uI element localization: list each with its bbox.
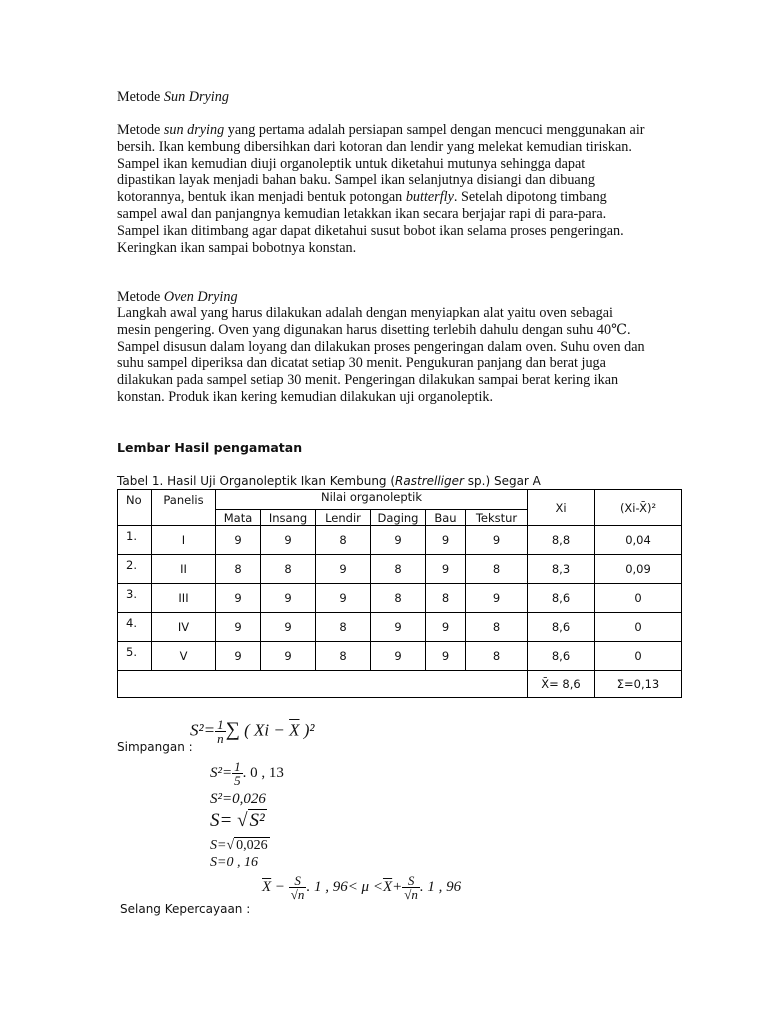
row-xi: 8,8 <box>528 526 595 555</box>
row-no: 3. <box>118 584 152 613</box>
results-heading: Lembar Hasil pengamatan <box>117 440 303 455</box>
organoleptic-table <box>117 489 682 698</box>
row-xi: 8,6 <box>528 584 595 613</box>
table-row <box>118 613 682 642</box>
row-value: 8 <box>466 642 528 671</box>
row-no: 2. <box>118 555 152 584</box>
row-value: 9 <box>216 613 261 642</box>
row-no: 1. <box>118 526 152 555</box>
row-panelis: I <box>152 526 216 555</box>
row-value: 8 <box>261 555 316 584</box>
sub-mata: Mata <box>216 510 261 526</box>
confidence-end: . 1 , 96 <box>419 878 462 895</box>
row-value: 9 <box>261 584 316 613</box>
row-panelis: IV <box>152 613 216 642</box>
row-value: 8 <box>316 613 371 642</box>
formula-variance-subst: S²= $\frac{1}{5}$ . 0 , 13 <box>210 759 284 788</box>
row-value: 9 <box>426 642 466 671</box>
row-value: 9 <box>261 642 316 671</box>
table-row <box>118 642 682 671</box>
formula-confidence: $\overline{X}$ − $\frac{S}{√n}$ . 1 , $96< \mu <\overline{X}+$ $\frac{S}{√n}$ . 1 , 96 <box>262 873 462 902</box>
row-xi: 8,6 <box>528 613 595 642</box>
selang-label: Selang Kepercayaan : <box>120 902 251 916</box>
row-xi: 8,3 <box>528 555 595 584</box>
row-value: 8 <box>426 584 466 613</box>
header-deviation: (Xi-X̄)² <box>595 490 682 526</box>
row-deviation: 0 <box>595 613 682 642</box>
row-value: 9 <box>316 555 371 584</box>
header-no: No <box>118 490 152 526</box>
row-value: 9 <box>216 642 261 671</box>
row-xi: 8,6 <box>528 642 595 671</box>
formula-sd-result: S=0 , 16 <box>210 855 258 870</box>
row-panelis: III <box>152 584 216 613</box>
sub-tekstur: Tekstur <box>466 510 528 526</box>
oven-drying-paragraph: Langkah awal yang harus dilakukan adalah dengan menyiapkan alat yaitu oven sebagai mesin pengering. Oven yang digunakan harus disetting terlebih dahulu dengan suhu 40℃. Sampel disusun dalam loyang dan dilakukan proses pengeringan dalam oven. Suhu oven dan suhu sampel diperiksa dan dicatat setiap 30 menit. Pengukuran panjang dan berat juga dilakukan pada sampel setiap 30 menit. Pengeringan dilakukan sampai berat kering ikan konstan. Produk ikan kering kemudian dilakukan uji organoleptik. <box>117 305 645 405</box>
formula-sqrt: S= √ S² <box>210 810 265 831</box>
header-nilai: Nilai organoleptik <box>216 490 528 510</box>
formula-variance: S²= $\frac{1}{n}$ ∑ ( $Xi - \overline{X}$ )² <box>190 717 315 746</box>
row-value: 9 <box>316 584 371 613</box>
sub-insang: Insang <box>261 510 316 526</box>
row-deviation: 0 <box>595 584 682 613</box>
sun-drying-heading: Metode Sun Drying <box>117 89 229 105</box>
table-row <box>118 526 682 555</box>
confidence-mid: . 1 , 96< μ < <box>306 878 383 895</box>
mean-cell: X̄= 8,6 <box>528 671 595 698</box>
summary-empty-cell <box>118 671 528 698</box>
row-value: 8 <box>466 613 528 642</box>
row-value: 8 <box>466 555 528 584</box>
row-deviation: 0 <box>595 642 682 671</box>
row-value: 9 <box>261 526 316 555</box>
row-value: 9 <box>371 642 426 671</box>
table-row <box>118 584 682 613</box>
header-row <box>118 490 682 510</box>
row-value: 9 <box>466 584 528 613</box>
row-value: 9 <box>426 555 466 584</box>
formula-variance-result: S²=0,026 <box>210 791 266 807</box>
row-value: 9 <box>216 584 261 613</box>
row-value: 9 <box>216 526 261 555</box>
table-caption: Tabel 1. Hasil Uji Organoleptik Ikan Kembung (Rastrelliger sp.) Segar A <box>117 474 541 488</box>
row-deviation: 0,09 <box>595 555 682 584</box>
sun-drying-paragraph: Metode sun drying yang pertama adalah persiapan sampel dengan mencuci menggunakan air bersih. Ikan kembung dibersihkan dari kotoran dan lendir yang melekat kemudian tiriskan. Sampel ikan kemudian diuji organoleptik untuk diketahui mutunya sehingga dapat dipastikan layak menjadi bahan baku. Sampel ikan selanjutnya disiangi dan dibuang kotorannya, bentuk ikan menjadi bentuk potongan butterfly. Setelah dipotong timbang sampel awal dan panjangnya kemudian letakkan ikan secara berjajar rapi di para-para. Sampel ikan ditimbang agar dapat diketahui susut bobot ikan selama proses pengeringan. Keringkan ikan sampai bobotnya konstan. <box>117 122 645 256</box>
row-value: 8 <box>316 642 371 671</box>
row-value: 9 <box>371 526 426 555</box>
row-value: 9 <box>466 526 528 555</box>
row-value: 9 <box>426 613 466 642</box>
row-deviation: 0,04 <box>595 526 682 555</box>
row-value: 9 <box>371 613 426 642</box>
variance-subst-value: . 0 , 13 <box>242 764 284 781</box>
row-value: 9 <box>261 613 316 642</box>
summary-row <box>118 671 682 698</box>
row-value: 8 <box>371 584 426 613</box>
header-panelis: Panelis <box>152 490 216 526</box>
table-row <box>118 555 682 584</box>
row-no: 5. <box>118 642 152 671</box>
row-value: 8 <box>316 526 371 555</box>
sqrt-value: 0,026 <box>236 838 268 853</box>
row-no: 4. <box>118 613 152 642</box>
row-value: 9 <box>426 526 466 555</box>
sub-lendir: Lendir <box>316 510 371 526</box>
sum-cell: Σ=0,13 <box>595 671 682 698</box>
row-value: 8 <box>216 555 261 584</box>
simpangan-label: Simpangan : <box>117 740 193 754</box>
header-xi: Xi <box>528 490 595 526</box>
row-panelis: II <box>152 555 216 584</box>
sub-bau: Bau <box>426 510 466 526</box>
sub-daging: Daging <box>371 510 426 526</box>
row-panelis: V <box>152 642 216 671</box>
oven-drying-heading: Metode Oven Drying <box>117 289 238 305</box>
row-value: 8 <box>371 555 426 584</box>
formula-sqrt-subst: S=√ 0,026 <box>210 838 268 853</box>
